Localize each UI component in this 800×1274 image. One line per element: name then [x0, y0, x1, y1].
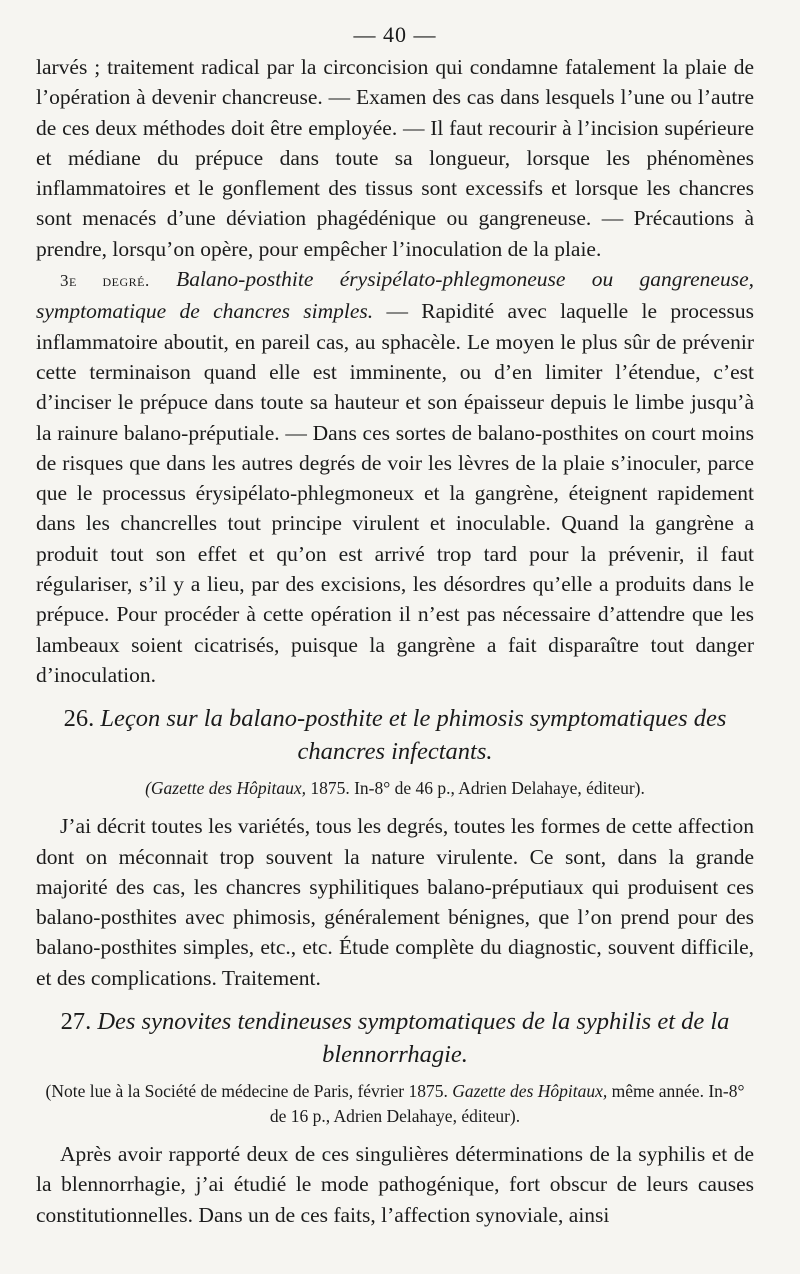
- entry-27-source: [36, 1079, 754, 1129]
- degree-title: Balano-posthite érysipélato-phlegmoneuse ou gangreneuse, symptomatique de chancres simples.: [36, 267, 754, 324]
- paragraph-third-degree: [36, 264, 754, 690]
- entry-26-source-journal: (Gazette des Hôpitaux,: [145, 778, 306, 799]
- entry-27-source-journal: Gazette des Hôpitaux,: [452, 1081, 608, 1102]
- entry-26-source-details: 1875. In-8° de 46 p., Adrien Delahaye, éditeur).: [305, 778, 645, 799]
- entry-27-body: Après avoir rapporté deux de ces singulières déterminations de la syphilis et de la blennorrhagie, j’ai étudié le mode pathogénique, fort obscur de leurs causes constitutionnelles. Dans un de ces faits, l’affection synoviale, ainsi: [36, 1142, 754, 1227]
- entry-27-source-details: même année. In-8° de 16 p., Adrien Delahaye, éditeur).: [269, 1081, 745, 1127]
- entry-26-source: [36, 776, 754, 801]
- entry-27-source-note: (Note lue à la Société de médecine de Paris, février 1875.: [45, 1081, 453, 1102]
- degree-label: 3e degré.: [60, 271, 150, 291]
- entry-26-body: J’ai décrit toutes les variétés, tous les degrés, toutes les formes de cette affection dont on méconnait trop souvent la nature virulente. Ce sont, dans la grande majorité des cas, les chancres syphilitiques balano-préputiaux qui produisent ces balano-posthites avec phimosis, généralement bénignes, que l’on prend pour des balano-posthites simples, etc., etc. Étude complète du diagnostic, souvent difficile, et des complications. Traitement.: [36, 814, 754, 990]
- entry-26-heading: [36, 702, 754, 768]
- document-page: [36, 18, 754, 1230]
- page-number: — 40 —: [353, 22, 437, 47]
- entry-26-title: Leçon sur la balano-posthite et le phimosis symptomatiques des chancres infectants.: [100, 705, 727, 766]
- degree-body: — Rapidité avec laquelle le processus inflammatoire aboutit, en pareil cas, au sphacèle. Le moyen le plus sûr de prévenir cette terminaison quand elle est imminente, ou d’en limiter l’étendue, c’est d’inciser le prépuce dans toute sa hauteur et son épaisseur depuis le limbe jusqu’à la rainure balano-préputiale. — Dans ces sortes de balano-posthites on court moins de risques que dans les autres degrés de voir les lèvres de la plaie s’inoculer, parce que le processus érysipélato-phlegmoneux et la gangrène, éteignent rapidement dans les chancrelles tout principe virulent et inoculable. Quand la gangrène a produit tout son effet et qu’on est arrivé trop tard pour la prévenir, il faut régulariser, s’il y a lieu, par des excisions, les désordres qu’elle a produits dans le prépuce. Pour procéder à cette opération il n’est pas nécessaire d’attendre que les lambeaux soient cicatrisés, puisque la gangrène a fait disparaître tout danger d’inoculation.: [36, 299, 754, 687]
- entry-26-number: 26.: [63, 705, 95, 733]
- entry-27-number: 27.: [60, 1008, 92, 1036]
- entry-27-heading: [36, 1005, 754, 1071]
- entry-27-title: Des synovites tendineuses symptomatiques de la syphilis et de la blennorrhagie.: [97, 1008, 730, 1069]
- paragraph-treatment: larvés ; traitement radical par la circoncision qui condamne fatalement la plaie de l’opération à devenir chancreuse. — Examen des cas dans lesquels l’une ou l’autre de ces deux méthodes doit être employée. — Il faut recourir à l’incision supérieure et médiane du prépuce dans toute sa longueur, lorsque les phénomènes inflammatoires et le gonflement des tissus sont excessifs et lorsque les chancres sont menacés d’une déviation phagédénique ou gangreneuse. — Précautions à prendre, lorsqu’on opère, pour empêcher l’inoculation de la plaie.: [36, 55, 754, 261]
